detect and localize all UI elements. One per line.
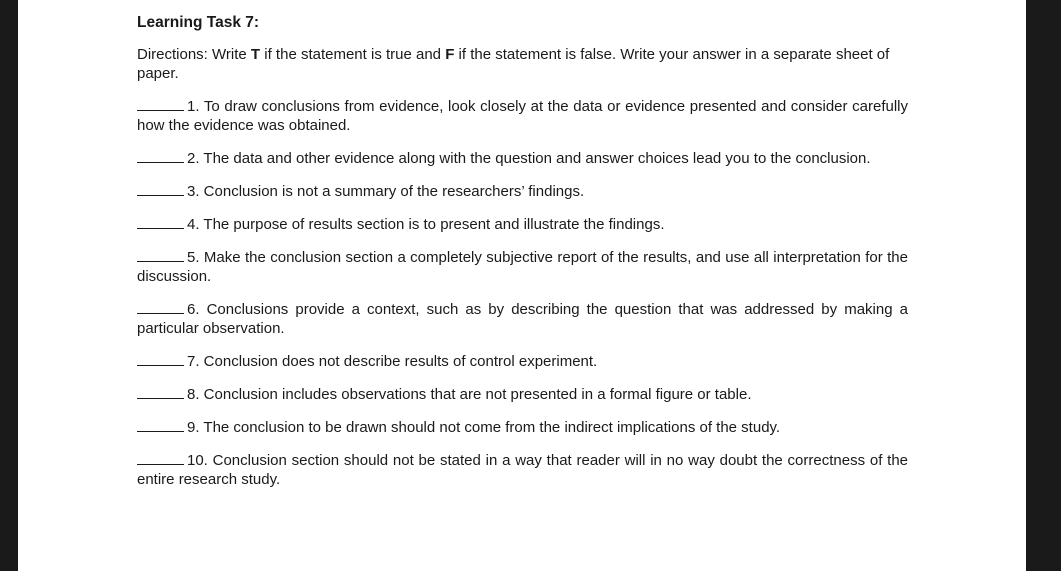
statement-item — [137, 450, 908, 489]
directions-false-letter: F — [445, 46, 455, 63]
answer-blank[interactable] — [137, 148, 184, 163]
statement-item — [137, 384, 908, 404]
statement-item — [137, 181, 908, 201]
answer-blank[interactable] — [137, 96, 184, 111]
statement-text: 7. Conclusion does not describe results of control experiment. — [187, 353, 598, 370]
answer-blank[interactable] — [137, 384, 184, 399]
statement-text: 3. Conclusion is not a summary of the researchers’ findings. — [187, 183, 585, 200]
answer-blank[interactable] — [137, 214, 184, 229]
statement-item — [137, 148, 908, 168]
directions-prefix: Directions: Write — [137, 46, 251, 63]
answer-blank[interactable] — [137, 181, 184, 196]
page-title: Learning Task 7: — [137, 14, 260, 31]
answer-blank[interactable] — [137, 299, 184, 314]
answer-blank[interactable] — [137, 351, 184, 366]
statement-text: 9. The conclusion to be drawn should not come from the indirect implications of the study. — [187, 419, 781, 436]
statement-item — [137, 417, 908, 437]
statement-text: 6. Conclusions provide a context, such as by describing the question that was addressed by making a particular observation. — [137, 301, 908, 337]
statement-text: 5. Make the conclusion section a completely subjective report of the results, and use all interpretation for the discussion. — [137, 249, 908, 285]
statement-item — [137, 96, 908, 135]
statement-text: 8. Conclusion includes observations that are not presented in a formal figure or table. — [187, 386, 752, 403]
statement-text: 2. The data and other evidence along with the question and answer choices lead you to the conclusion. — [187, 150, 871, 167]
directions-middle: if the statement is true and — [260, 46, 446, 63]
statement-text: 4. The purpose of results section is to present and illustrate the findings. — [187, 216, 665, 233]
directions-suffix: if the statement is false. Write your answer in a separate sheet of paper. — [137, 46, 890, 82]
statement-text: 10. Conclusion section should not be stated in a way that reader will in no way doubt the correctness of the entire research study. — [137, 452, 908, 488]
statement-item — [137, 299, 908, 338]
statement-text: 1. To draw conclusions from evidence, look closely at the data or evidence presented and consider carefully how the evidence was obtained. — [137, 98, 908, 134]
directions — [137, 45, 908, 83]
statement-item — [137, 351, 908, 371]
statement-item — [137, 247, 908, 286]
directions-true-letter: T — [250, 46, 261, 63]
statement-item — [137, 214, 908, 234]
worksheet-content — [137, 13, 908, 502]
answer-blank[interactable] — [137, 247, 184, 262]
answer-blank[interactable] — [137, 450, 184, 465]
answer-blank[interactable] — [137, 417, 184, 432]
document-page — [18, 0, 1026, 571]
